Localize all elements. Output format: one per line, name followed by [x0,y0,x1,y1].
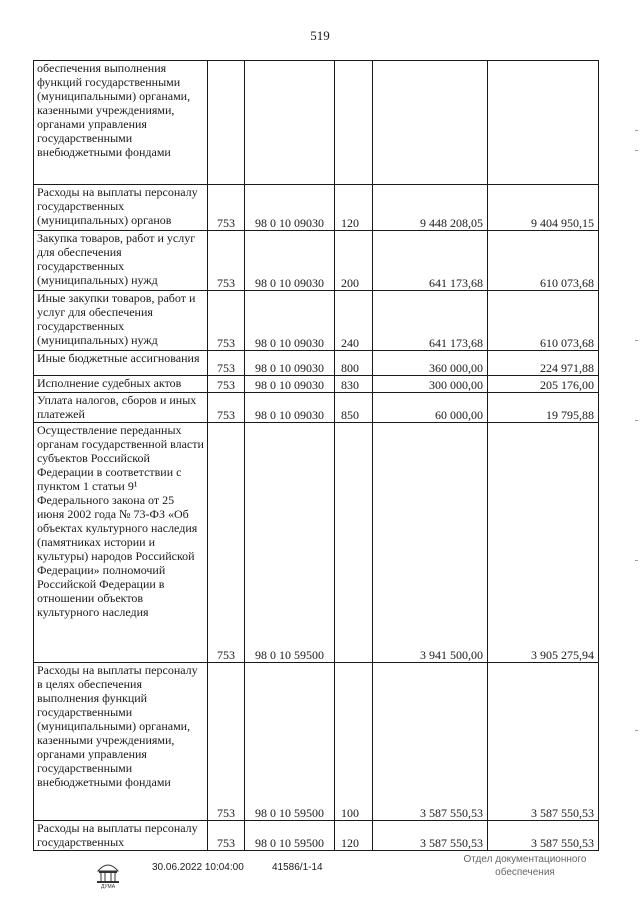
row-name: Расходы на выплаты персоналу государственных (муниципальных) органов [34,185,208,231]
row-department-code: 753 [208,231,245,291]
row-target-code: 98 0 10 09030 [245,351,335,376]
row-name: Иные бюджетные ассигнования [34,351,208,376]
row-planned-amount: 60 000,00 [373,393,488,423]
row-executed-amount: 3 587 550,53 [488,663,599,821]
row-planned-amount: 641 173,68 [373,231,488,291]
table-row [34,61,599,185]
duma-emblem-icon [92,857,124,889]
row-target-code: 98 0 10 59500 [245,821,335,851]
row-name: Иные закупки товаров, работ и услуг для обеспечения государственных (муниципальных) нужд [34,291,208,351]
row-planned-amount: 641 173,68 [373,291,488,351]
row-target-code: 98 0 10 59500 [245,663,335,821]
row-executed-amount: 610 073,68 [488,291,599,351]
row-planned-amount: 3 587 550,53 [373,663,488,821]
footer-document-number: 41586/1-14 [272,862,323,873]
table-row [34,821,599,851]
row-expense-kind: 200 [335,231,373,291]
row-name: Расходы на выплаты персоналу в целях обеспечения выполнения функций государственными (муниципальными) органами, казенными учреждениями, органами управления государственными внебюджетными фондами [34,663,208,821]
row-expense-kind: 850 [335,393,373,423]
row-name: Уплата налогов, сборов и иных платежей [34,393,208,423]
row-name: Осуществление переданных органам государственной власти субъектов Российской Федерации в соответствии с пунктом 1 статьи 9¹ Федерального закона от 25 июня 2002 года № 73-ФЗ «Об объектах культурного наследия (памятниках истории и культуры) народов Российской Федерации» полномочий Российской Федерации в отношении объектов культурного наследия [34,423,208,663]
table-row [34,351,599,376]
table-row [34,231,599,291]
row-expense-kind [335,423,373,663]
row-target-code [245,61,335,185]
row-expense-kind: 120 [335,185,373,231]
page-number: 519 [310,28,330,43]
row-executed-amount: 610 073,68 [488,231,599,291]
row-target-code: 98 0 10 09030 [245,291,335,351]
row-planned-amount: 9 448 208,05 [373,185,488,231]
row-executed-amount: 3 587 550,53 [488,821,599,851]
row-target-code: 98 0 10 09030 [245,185,335,231]
row-department-code: 753 [208,185,245,231]
row-expense-kind: 100 [335,663,373,821]
table-row [34,291,599,351]
row-target-code: 98 0 10 09030 [245,393,335,423]
row-executed-amount: 3 905 275,94 [488,423,599,663]
footer-timestamp: 30.06.2022 10:04:00 [152,862,244,873]
row-department-code [208,61,245,185]
row-executed-amount: 9 404 950,15 [488,185,599,231]
row-department-code: 753 [208,423,245,663]
row-expense-kind: 120 [335,821,373,851]
row-planned-amount: 3 941 500,00 [373,423,488,663]
row-planned-amount: 3 587 550,53 [373,821,488,851]
table-row [34,423,599,663]
scan-edge-marks [632,90,638,790]
row-target-code: 98 0 10 59500 [245,423,335,663]
row-executed-amount: 224 971,88 [488,351,599,376]
row-expense-kind [335,61,373,185]
table-row [34,393,599,423]
row-name: обеспечения выполнения функций государственными (муниципальными) органами, казенными учреждениями, органами управления государственными внебюджетными фондами [34,61,208,185]
row-name: Закупка товаров, работ и услуг для обеспечения государственных (муниципальных) нужд [34,231,208,291]
table-row [34,376,599,393]
row-name: Исполнение судебных актов [34,376,208,393]
svg-text:ДУМА: ДУМА [100,884,116,889]
row-department-code: 753 [208,351,245,376]
row-planned-amount: 300 000,00 [373,376,488,393]
row-planned-amount: 360 000,00 [373,351,488,376]
row-department-code: 753 [208,376,245,393]
row-expense-kind: 830 [335,376,373,393]
table-row [34,185,599,231]
row-target-code: 98 0 10 09030 [245,231,335,291]
row-department-code: 753 [208,393,245,423]
row-target-code: 98 0 10 09030 [245,376,335,393]
row-expense-kind: 800 [335,351,373,376]
row-department-code: 753 [208,663,245,821]
row-department-code: 753 [208,291,245,351]
table-row [34,663,599,821]
row-executed-amount: 205 176,00 [488,376,599,393]
row-executed-amount [488,61,599,185]
row-name: Расходы на выплаты персоналу государственных [34,821,208,851]
row-department-code: 753 [208,821,245,851]
row-planned-amount [373,61,488,185]
row-executed-amount: 19 795,88 [488,393,599,423]
footer-department-stamp: Отдел документационного обеспечения [463,854,587,878]
budget-table [33,60,599,851]
row-expense-kind: 240 [335,291,373,351]
